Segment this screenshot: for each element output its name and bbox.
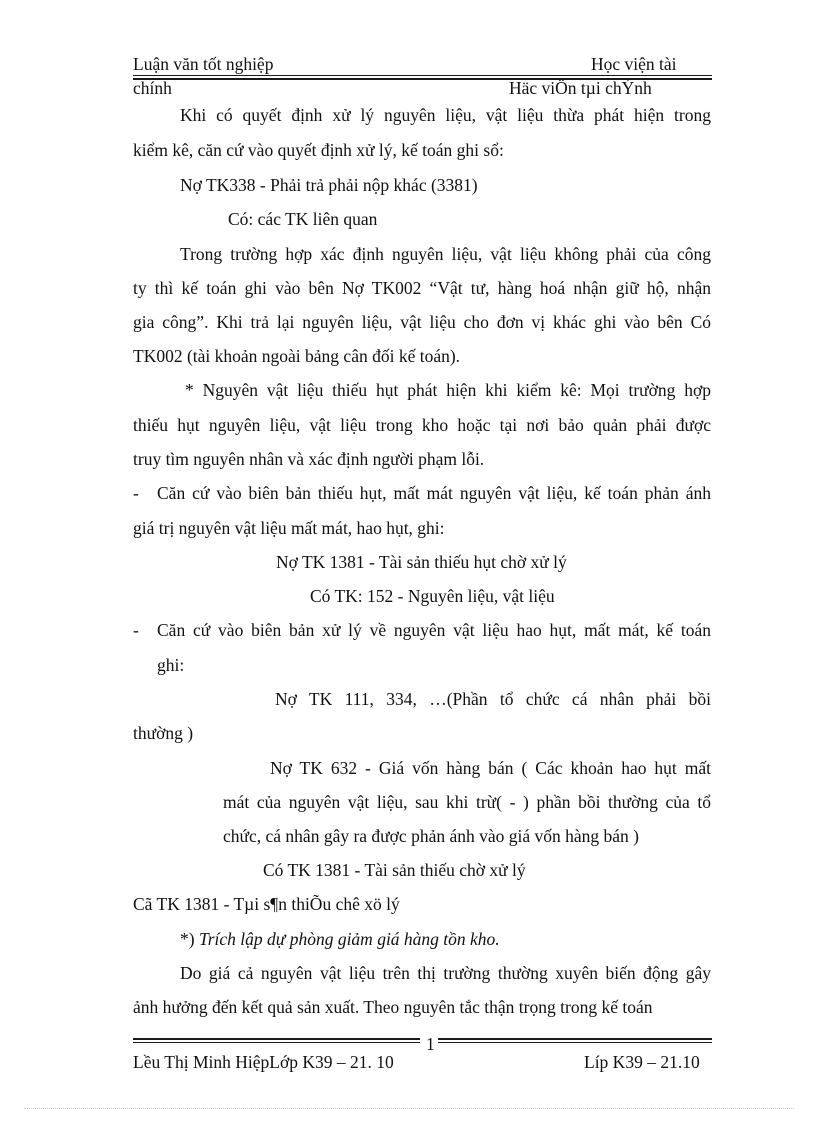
- bullet-1-line-1: Căn cứ vào biên bản thiếu hụt, mất mát nguyên vật liệu, kế toán phản ánh: [157, 483, 711, 503]
- paragraph-3-line-1: * Nguyên vật liệu thiếu hụt phát hiện khi kiểm kê: Mọi trường hợp: [185, 380, 711, 400]
- page-number: 1: [426, 1034, 435, 1054]
- paragraph-2-line-1: Trong trường hợp xác định nguyên liệu, vật liệu không phải của công: [180, 244, 711, 264]
- header-rule-top: [133, 75, 712, 76]
- section-prefix: *): [180, 929, 195, 949]
- paragraph-2-line-3: gia công”. Khi trả lại nguyên liệu, vật liệu cho đơn vị khác ghi vào bên Có: [133, 312, 711, 332]
- header-right-title: Học viện tài: [591, 54, 677, 74]
- paragraph-3-line-2: thiếu hụt nguyên liệu, vật liệu trong kho hoặc tại nơi bảo quản phải được: [133, 415, 711, 435]
- footer-rule-right-top: [438, 1038, 712, 1040]
- entry-debit-632-line-2: mát của nguyên vật liệu, sau khi trừ( - ) phần bồi thường của tổ: [223, 792, 711, 812]
- paragraph-2-line-4: TK002 (tài khoản ngoài bảng cân đối kế toán).: [133, 346, 461, 366]
- entry-credit-related: Có: các TK liên quan: [228, 209, 378, 229]
- entry-debit-632-line-3: chức, cá nhân gây ra được phản ánh vào giá vốn hàng bán ): [223, 826, 639, 846]
- entry-debit-1381: Nợ TK 1381 - Tài sản thiếu hụt chờ xử lý: [276, 552, 567, 572]
- section-heading: [180, 928, 500, 950]
- section-title: Trích lập dự phòng giảm giá hàng tồn kho.: [198, 929, 500, 949]
- footer-class-garbled: Líp K39 – 21.10: [584, 1052, 700, 1072]
- footer-rule-left-top: [133, 1038, 420, 1040]
- paragraph-1-line-1: Khi có quyết định xử lý nguyên liệu, vật liệu thừa phát hiện trong: [180, 105, 711, 125]
- footer-author: Lều Thị Minh HiệpLớp K39 – 21. 10: [133, 1052, 394, 1072]
- entry-debit-111-334: Nợ TK 111, 334, …(Phần tổ chức cá nhân phải bồi: [275, 689, 711, 709]
- page-bottom-dotted-line: [24, 1108, 794, 1109]
- entry-credit-1381: Có TK 1381 - Tài sản thiếu chờ xử lý: [263, 860, 526, 880]
- paragraph-2-line-2: ty thì kế toán ghi vào bên Nợ TK002 “Vật tư, hàng hoá nhận giữ hộ, nhận: [133, 278, 711, 298]
- entry-debit-338: Nợ TK338 - Phải trả phải nộp khác (3381): [180, 175, 478, 195]
- entry-debit-111-334-cont: thường ): [133, 723, 194, 743]
- bullet-dash-1: -: [133, 483, 139, 503]
- paragraph-4-line-1: Do giá cả nguyên vật liệu trên thị trường thường xuyên biến động gây: [180, 963, 711, 983]
- bullet-1-line-2: giá trị nguyên vật liệu mất mát, hao hụt, ghi:: [133, 518, 445, 538]
- bullet-2-line-1: Căn cứ vào biên bản xử lý về nguyên vật liệu hao hụt, mất mát, kế toán: [157, 620, 711, 640]
- entry-debit-632-line-1: Nợ TK 632 - Giá vốn hàng bán ( Các khoản hao hụt mất: [270, 758, 711, 778]
- header-right-garbled: Häc viÖn tµi chÝnh: [509, 78, 652, 98]
- paragraph-1-line-2: kiểm kê, căn cứ vào quyết định xử lý, kế toán ghi sổ:: [133, 140, 504, 160]
- paragraph-3-line-3: truy tìm nguyên nhân và xác định người phạm lỗi.: [133, 449, 485, 469]
- entry-credit-1381-garbled: Cã TK 1381 - Tµi s¶n thiÕu chê xö lý: [133, 894, 400, 914]
- footer-rule-right-bottom: [438, 1042, 712, 1043]
- header-left-continuation: chính: [133, 78, 172, 98]
- bullet-2-line-2: ghi:: [157, 655, 185, 675]
- paragraph-4-line-2: ảnh hưởng đến kết quả sản xuất. Theo nguyên tắc thận trọng trong kế toán: [133, 997, 653, 1017]
- entry-credit-152: Có TK: 152 - Nguyên liệu, vật liệu: [310, 586, 555, 606]
- header-left-title: Luận văn tốt nghiệp: [133, 54, 274, 74]
- bullet-dash-2: -: [133, 620, 139, 640]
- footer-rule-left-bottom: [133, 1042, 420, 1043]
